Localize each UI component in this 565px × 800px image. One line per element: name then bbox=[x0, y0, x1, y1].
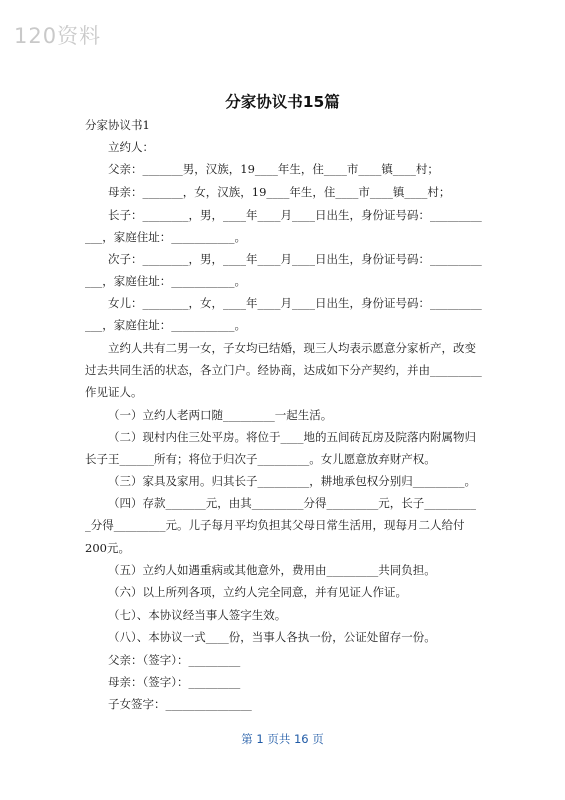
body-line: （六）以上所列各项，立约人完全同意，并有见证人作证。 bbox=[108, 585, 407, 599]
body-line: （八）、本协议一式____份，当事人各执一份，公证处留存一份。 bbox=[108, 630, 436, 644]
watermark-logo: 120资料 bbox=[14, 24, 102, 48]
body-line: 女儿：________，女，____年____月____日出生，身份证号码：_________ bbox=[108, 296, 482, 310]
body-line: ___，家庭住址：___________。 bbox=[85, 230, 246, 244]
body-line: （四）存款_______元，由其_________分得_________元，长子_________ bbox=[108, 496, 476, 510]
body-line: _分得_________元。儿子每月平均负担其父母日常生活用，现每月二人给付 bbox=[85, 518, 465, 532]
body-line: 立约人共有二男一女，子女均已结婚，现三人均表示愿意分家析产，改变 bbox=[108, 341, 476, 355]
signature-line: 子女签字：_______________ bbox=[108, 697, 252, 711]
body-line: （二）现村内住三处平房。将位于____地的五间砖瓦房及院落内附属物归 bbox=[108, 430, 476, 444]
body-line: 立约人： bbox=[108, 140, 154, 154]
body-line: 父亲：_______男，汉族，19____年生，住____市____镇____村； bbox=[108, 162, 439, 176]
page-number: 第 1 页共 16 页 bbox=[241, 732, 324, 746]
document-subtitle: 分家协议书1 bbox=[85, 118, 150, 132]
signature-line: 父亲：（签字）：_________ bbox=[108, 653, 241, 667]
document-title: 分家协议书15篇 bbox=[225, 93, 340, 111]
body-line: 作见证人。 bbox=[85, 385, 143, 399]
body-line: （一）立约人老两口随_________一起生活。 bbox=[108, 408, 333, 422]
body-line: 次子：________，男，____年____月____日出生，身份证号码：_________ bbox=[108, 252, 482, 266]
body-line: 母亲：_______，女，汉族，19____年生，住____市____镇____村； bbox=[108, 185, 451, 199]
signature-line: 母亲：（签字）：_________ bbox=[108, 675, 241, 689]
body-line: （七）、本协议经当事人签字生效。 bbox=[108, 608, 287, 622]
body-line: （五）立约人如遇重病或其他意外，费用由_________共同负担。 bbox=[108, 563, 436, 577]
body-line: 长子王______所有；将位于归次子_________。女儿愿意放弃财产权。 bbox=[85, 452, 436, 466]
body-line: 长子：________，男，____年____月____日出生，身份证号码：_________ bbox=[108, 208, 482, 222]
body-line: 200元。 bbox=[85, 541, 130, 555]
body-line: （三）家具及家用。归其长子_________，耕地承包权分别归_________。 bbox=[108, 474, 476, 488]
body-line: ___，家庭住址：___________。 bbox=[85, 318, 246, 332]
body-line: ___，家庭住址：___________。 bbox=[85, 274, 246, 288]
body-line: 过去共同生活的状态，各立门户。经协商，达成如下分产契约，并由_________ bbox=[85, 363, 482, 377]
